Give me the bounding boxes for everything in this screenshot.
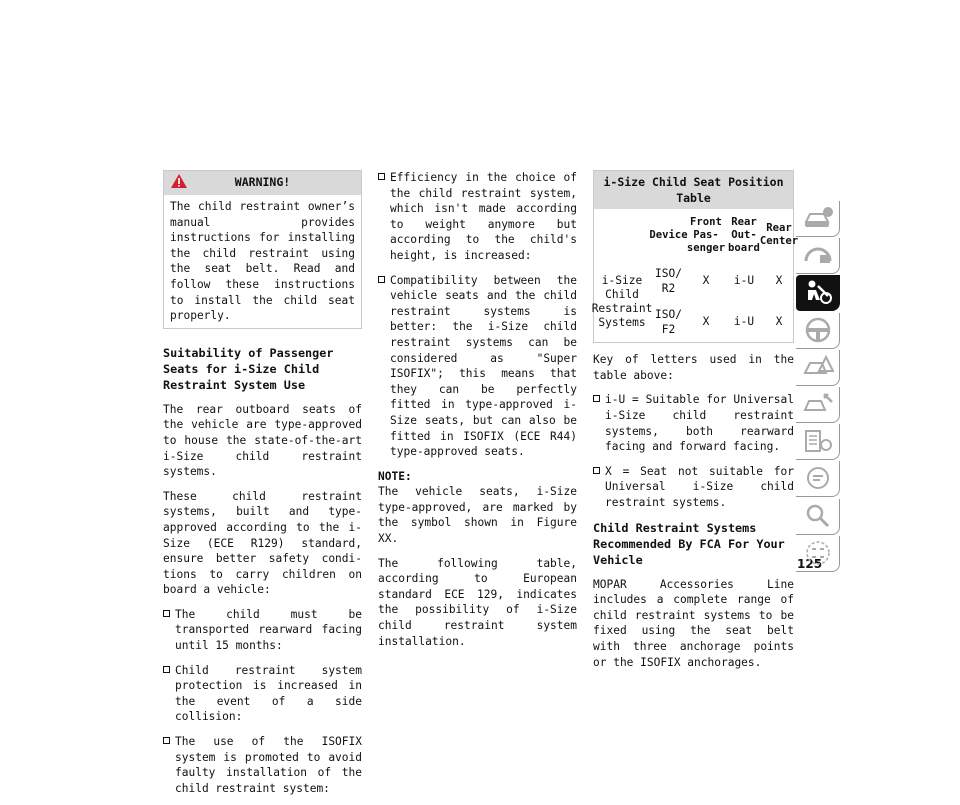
warning-header — [164, 171, 361, 195]
list-item-text: The use of the ISOFIX system is promoted to avoid faulty installation of the child restraint system: — [175, 735, 362, 795]
table-grid — [591, 209, 799, 342]
list-item — [163, 663, 362, 725]
list-item-text: X = Seat not suitable for Universal i-Size child restraint systems. — [605, 464, 794, 509]
checkbox-bullet-icon — [378, 276, 385, 283]
warning-title: WARNING! — [234, 175, 291, 190]
paragraph: The following table, according to European standard ECE 129, indicates the possibility of i-Size child restraint system installation. — [378, 556, 577, 648]
search-icon — [802, 502, 834, 530]
table-cell: ISO/ F2 — [655, 307, 682, 337]
dashboard-icon — [802, 241, 834, 269]
table-title: i-Size Child Seat Position Table — [594, 171, 793, 209]
isize-position-table — [591, 170, 799, 343]
emergency-icon — [802, 353, 834, 381]
checkbox-bullet-icon — [163, 737, 170, 744]
index-icon — [802, 539, 834, 567]
nav-tab-multimedia[interactable] — [796, 461, 840, 497]
column-middle — [378, 170, 577, 658]
table-header-cell — [594, 209, 650, 261]
note-label: NOTE: — [378, 469, 412, 483]
nav-tab-safety[interactable] — [796, 275, 840, 311]
paragraph: MOPAR Accessories Line includes a complete range of child restraint systems to be fixed using the seat belt with three anchorage points or the ISOFIX anchorages. — [593, 577, 794, 669]
bullet-list — [163, 607, 362, 797]
table-header-cell: Rear Out-board — [728, 215, 760, 254]
table-header-cell: Front Pas-senger — [686, 215, 726, 254]
paragraph: Key of letters used in the table above: — [593, 353, 794, 382]
page-number: 125 — [797, 557, 823, 571]
bullet-list — [593, 392, 794, 510]
list-item-text: Compatibility between the vehicle seats and the child restraint systems is better: the i-Size child restraint systems can be considered as "Super ISOFIX"; this means that they can be perfectly fitted in type-approved i-Size seats, but can also be fitted in ISOFIX (ECE R44) type-approved seats. — [390, 273, 577, 459]
list-item — [163, 607, 362, 654]
table-cell: X — [702, 315, 710, 329]
bullet-list — [378, 170, 577, 460]
list-item — [378, 170, 577, 264]
table-header-cell: Device — [649, 228, 688, 241]
table-cell: i-U — [725, 261, 763, 302]
section-heading-suitability: Suitability of Passenger Seats for i-Size Child Restraint System Use — [163, 345, 334, 392]
list-item-text: Efficiency in the choice of the child restraint system, which isn't made according to weight anymore but according to the child's height, is increased: — [390, 171, 577, 262]
list-item — [163, 734, 362, 796]
paragraph: The rear outboard seats of the vehicle are type-approved to house the state-of-the-art i-Size child restraint systems. — [163, 402, 362, 479]
table-cell: X — [775, 315, 783, 329]
column-left — [163, 170, 362, 805]
column-right — [591, 170, 799, 679]
table-cell: X — [763, 261, 795, 302]
car-info-icon — [802, 204, 834, 232]
chapter-nav-strip — [796, 201, 840, 573]
safety-icon — [802, 278, 834, 306]
table-row-header: i-Size Child Restraint Systems — [591, 273, 653, 329]
list-item-text: Child restraint system protection is increased in the event of a side collision: — [175, 663, 362, 724]
warning-box — [163, 170, 362, 329]
paragraph: These child restraint systems, built and type-approved according to the i-Size (ECE R129) standard, ensure better safety condi-tions to carry children on board a vehicle: — [163, 489, 362, 597]
nav-tab-search[interactable] — [796, 499, 840, 535]
checkbox-bullet-icon — [378, 173, 385, 180]
table-cell: X — [687, 261, 725, 302]
checkbox-bullet-icon — [593, 467, 600, 474]
checkbox-bullet-icon — [593, 395, 600, 402]
list-item-text: The child must be transported rearward facing until 15 months: — [175, 607, 362, 653]
nav-tab-specifications[interactable] — [796, 424, 840, 460]
nav-tab-service[interactable] — [796, 387, 840, 423]
nav-tab-dashboard[interactable] — [796, 238, 840, 274]
note-text: The vehicle seats, i-Size type-approved, are marked by the symbol shown in Figure XX. — [378, 485, 577, 546]
table-cell: ISO/ R2 — [650, 261, 687, 302]
table-header-cell: Rear Center — [759, 222, 799, 248]
list-item-text: i-U = Suitable for Universal i-Size child restraint systems, both rearward facing and forward facing. — [605, 393, 794, 454]
checkbox-bullet-icon — [163, 666, 170, 673]
list-item — [378, 273, 577, 460]
list-item — [593, 392, 794, 454]
nav-tab-car-info[interactable] — [796, 201, 840, 237]
table-cell: i-U — [733, 315, 755, 329]
nav-tab-emergency[interactable] — [796, 350, 840, 386]
warning-text: The child restraint owner’s manual provides instructions for installing the child restraint using the seat belt. Read and follow these instructions to install the child seat properly. — [170, 200, 355, 323]
nav-tab-index[interactable] — [796, 536, 840, 572]
checkbox-bullet-icon — [163, 610, 170, 617]
service-icon — [802, 390, 834, 418]
specifications-icon — [802, 427, 834, 455]
steering-wheel-icon — [802, 316, 834, 344]
warning-triangle-icon — [170, 173, 188, 194]
list-item — [593, 464, 794, 511]
nav-tab-steering[interactable] — [796, 313, 840, 349]
section-heading-recommended: Child Restraint Systems Recommended By FCA For Your Vehicle — [593, 520, 785, 567]
multimedia-icon — [802, 464, 834, 492]
note — [378, 469, 577, 547]
